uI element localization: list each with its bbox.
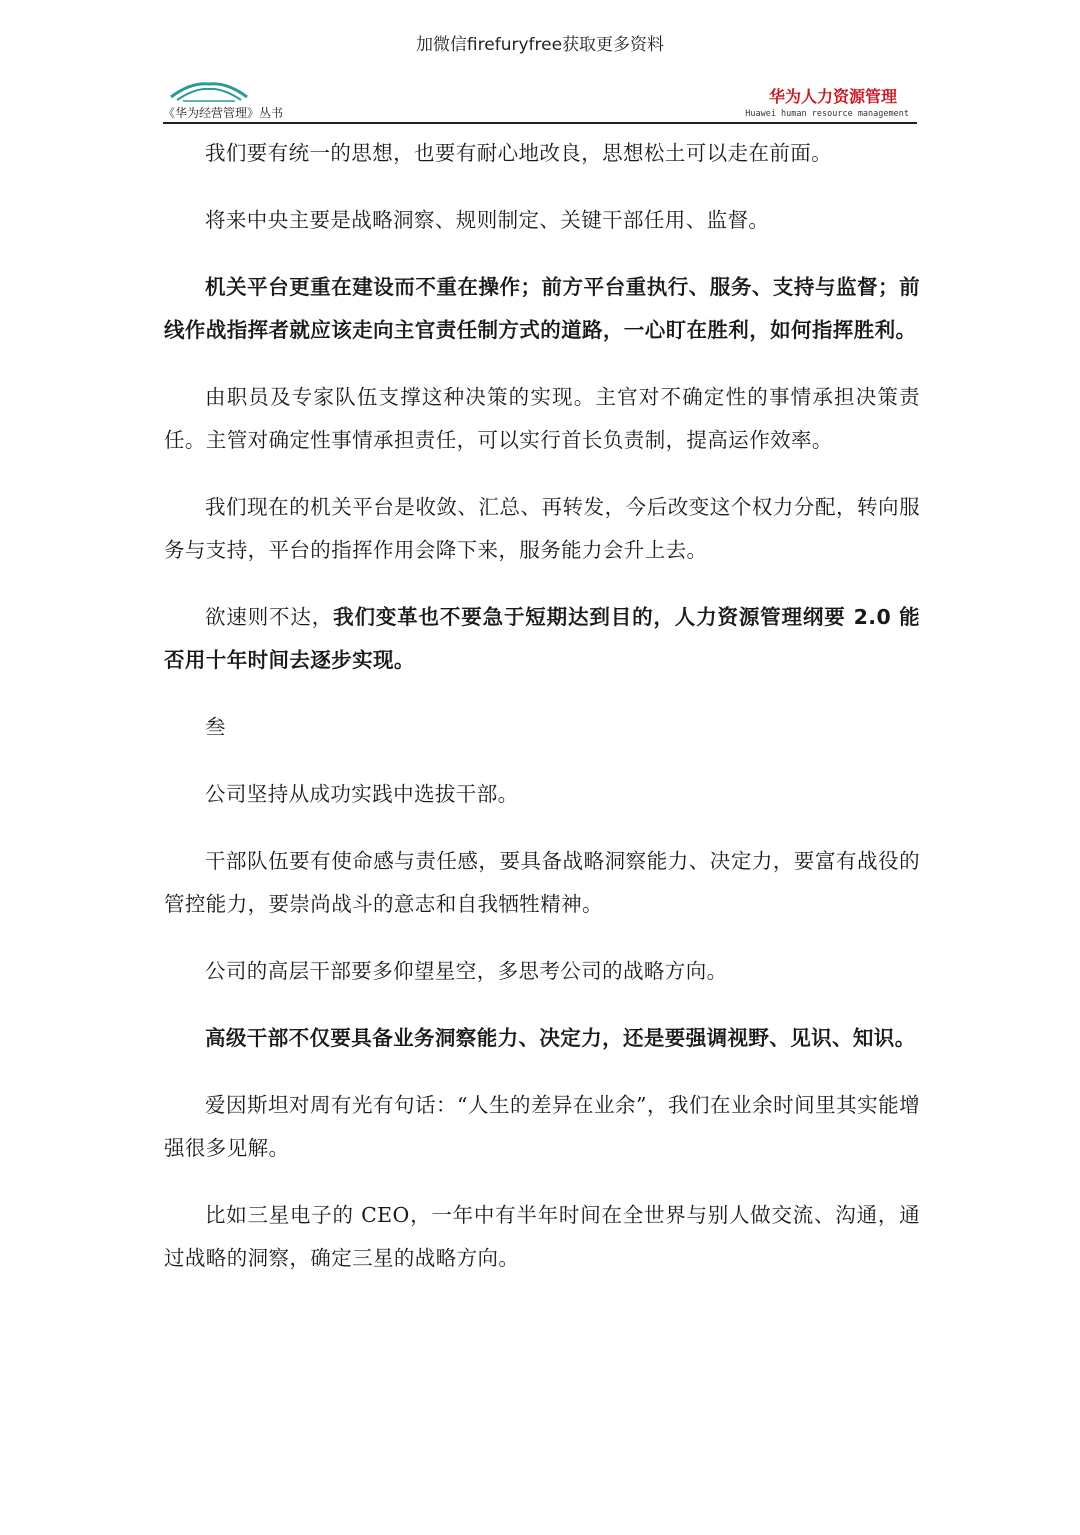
text-run: 将来中央主要是战略洞察、规则制定、关键干部任用、监督。 xyxy=(205,208,770,232)
watermark-text: 加微信firefuryfree获取更多资料 xyxy=(415,35,665,55)
text-run: 公司坚持从成功实践中选拔干部。 xyxy=(205,782,519,806)
text-run: 公司的高层干部要多仰望星空，多思考公司的战略方向。 xyxy=(205,959,728,983)
text-run: 我们要有统一的思想，也要有耐心地改良，思想松土可以走在前面。 xyxy=(205,141,832,165)
brand-title-cn: 华为人力资源管理 xyxy=(768,87,897,106)
page-header xyxy=(163,78,917,124)
bold-text-run: 我们变革也不要急于短期达到目的，人力资源管理纲要 2.0 能否用十年时间去逐步实现。 xyxy=(164,605,920,672)
paragraph xyxy=(164,1194,920,1280)
text-run: 爱因斯坦对周有光有句话：“人生的差异在业余”，我们在业余时间里其实能增强很多见解。 xyxy=(164,1093,920,1160)
paragraph xyxy=(164,840,920,926)
document-body xyxy=(164,132,920,1280)
paragraph xyxy=(164,1017,920,1060)
paragraph xyxy=(164,1084,920,1170)
paragraph xyxy=(164,199,920,242)
bold-text-run: 高级干部不仅要具备业务洞察能力、决定力，还是要强调视野、见识、知识。 xyxy=(205,1026,916,1050)
paragraph xyxy=(164,950,920,993)
header-rule xyxy=(163,122,917,124)
bold-text-run: 机关平台更重在建设而不重在操作；前方平台重执行、服务、支持与监督；前线作战指挥者就应该走向主官责任制方式的道路，一心盯在胜利，如何指挥胜利。 xyxy=(164,275,920,342)
text-run: 比如三星电子的 CEO，一年中有半年时间在全世界与别人做交流、沟通，通过战略的洞察，确定三星的战略方向。 xyxy=(164,1203,920,1270)
text-run: 干部队伍要有使命感与责任感，要具备战略洞察能力、决定力，要富有战役的管控能力，要崇尚战斗的意志和自我牺牲精神。 xyxy=(164,849,920,916)
paragraph xyxy=(164,266,920,352)
mountain-wave-logo-icon xyxy=(169,78,249,102)
paragraph xyxy=(164,773,920,816)
section-number xyxy=(164,706,920,749)
series-title: 《华为经营管理》丛书 xyxy=(163,106,284,120)
paragraph xyxy=(164,596,920,682)
paragraph xyxy=(164,486,920,572)
paragraph xyxy=(164,132,920,175)
text-run: 欲速则不达， xyxy=(205,605,334,629)
paragraph xyxy=(164,376,920,462)
text-run: 我们现在的机关平台是收敛、汇总、再转发，今后改变这个权力分配，转向服务与支持，平台的指挥作用会降下来，服务能力会升上去。 xyxy=(164,495,920,562)
brand-title-en: Huawei human resource management xyxy=(745,109,909,119)
text-run: 由职员及专家队伍支撑这种决策的实现。主官对不确定性的事情承担决策责任。主管对确定性事情承担责任，可以实行首长负责制，提高运作效率。 xyxy=(164,385,920,452)
text-run: 叁 xyxy=(205,715,226,739)
